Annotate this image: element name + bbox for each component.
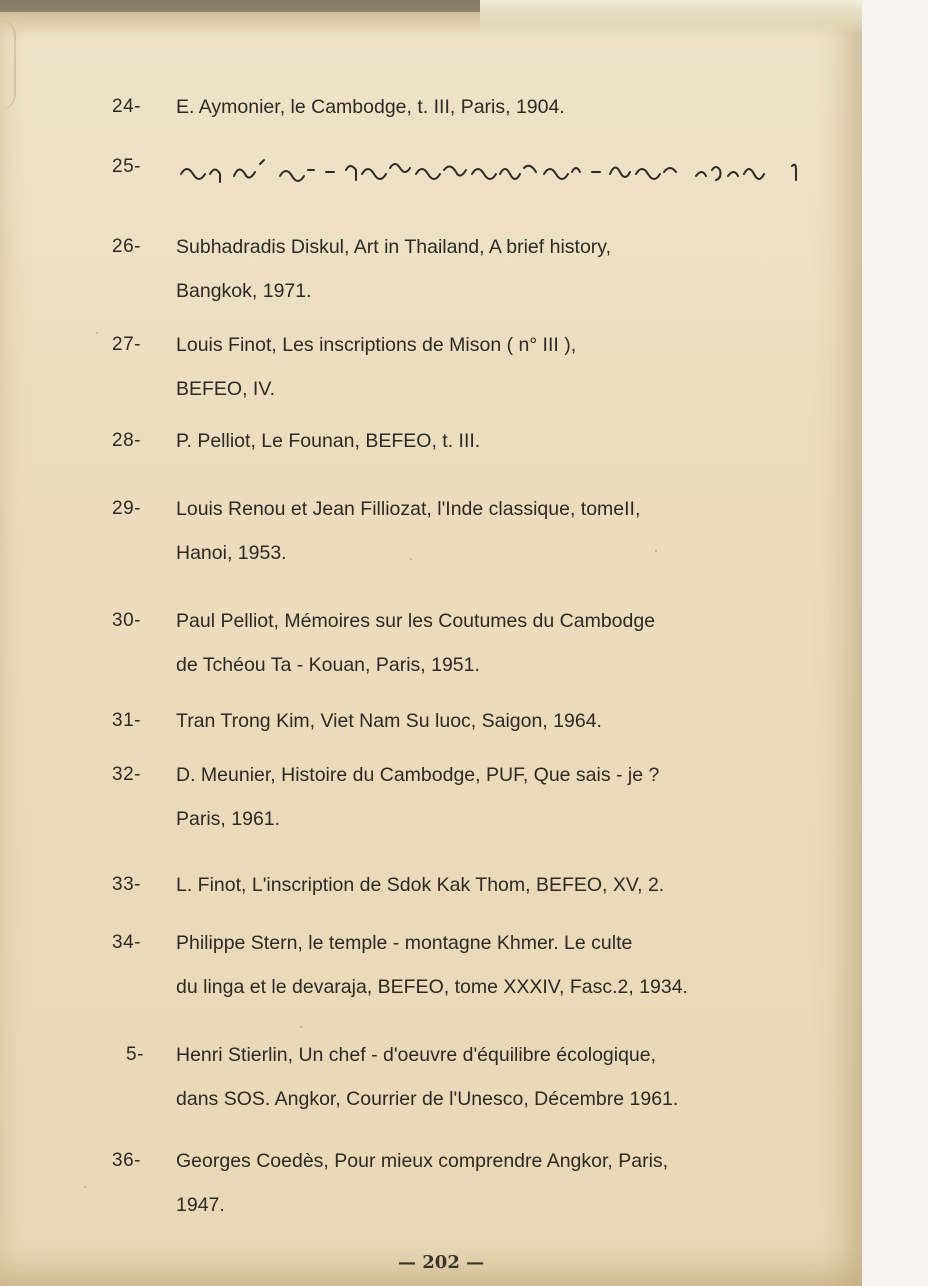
- paper-speck: [655, 550, 657, 552]
- entry-number: 30-: [112, 610, 141, 631]
- entry-text-line: dans SOS. Angkor, Courrier de l'Unesco, Décembre 1961.: [176, 1088, 679, 1110]
- entry-number: 34-: [112, 932, 141, 953]
- entry-number: 29-: [112, 498, 141, 519]
- entry-text-line: Tran Trong Kim, Viet Nam Su luoc, Saigon, 1964.: [176, 710, 602, 732]
- entry-text-line: de Tchéou Ta - Kouan, Paris, 1951.: [176, 654, 480, 676]
- entry-number: 32-: [112, 764, 141, 785]
- entry-number: 25-: [112, 156, 141, 177]
- entry-number: 5-: [126, 1044, 144, 1065]
- entry-text-line: E. Aymonier, le Cambodge, t. III, Paris, 1904.: [176, 96, 565, 118]
- entry-number: 28-: [112, 430, 141, 451]
- entry-text-line: Bangkok, 1971.: [176, 280, 312, 302]
- entry-text-line: BEFEO, IV.: [176, 378, 275, 400]
- entry-number: 31-: [112, 710, 141, 731]
- entry-text-line: P. Pelliot, Le Founan, BEFEO, t. III.: [176, 430, 481, 452]
- entry-text-line: Subhadradis Diskul, Art in Thailand, A brief history,: [176, 236, 612, 258]
- khmer-script-reference: [176, 156, 806, 188]
- entry-text-line: Louis Renou et Jean Filliozat, l'Inde classique, tomeII,: [176, 498, 641, 520]
- paper-speck: [84, 1186, 86, 1188]
- page-top-edge: [0, 0, 862, 38]
- entry-text-line: Georges Coedès, Pour mieux comprendre Angkor, Paris,: [176, 1150, 669, 1172]
- page-number: — 202 —: [398, 1252, 485, 1273]
- scan-margin: [862, 0, 928, 1286]
- paper-speck: [300, 1026, 302, 1028]
- entry-text-line: Henri Stierlin, Un chef - d'oeuvre d'équilibre écologique,: [176, 1044, 657, 1066]
- entry-text-line: Hanoi, 1953.: [176, 542, 287, 564]
- paper-speck: [410, 558, 412, 560]
- entry-number: 36-: [112, 1150, 141, 1171]
- entry-text-line: Louis Finot, Les inscriptions de Mison ( n° III ),: [176, 334, 577, 356]
- entry-text-line: D. Meunier, Histoire du Cambodge, PUF, Que sais - je ?: [176, 764, 660, 786]
- entry-text-line: Philippe Stern, le temple - montagne Khmer. Le culte: [176, 932, 633, 954]
- entry-text-line: 1947.: [176, 1194, 225, 1216]
- entry-text-line: Paul Pelliot, Mémoires sur les Coutumes du Cambodge: [176, 610, 656, 632]
- entry-number: 24-: [112, 96, 141, 117]
- entry-text-line: Paris, 1961.: [176, 808, 281, 830]
- entry-number: 27-: [112, 334, 141, 355]
- entry-number: 26-: [112, 236, 141, 257]
- page-torn-edge: [0, 20, 16, 110]
- entry-number: 33-: [112, 874, 141, 895]
- entry-text-line: du linga et le devaraja, BEFEO, tome XXXIV, Fasc.2, 1934.: [176, 976, 688, 998]
- entry-text-line: L. Finot, L'inscription de Sdok Kak Thom, BEFEO, XV, 2.: [176, 874, 665, 896]
- paper-speck: [96, 332, 98, 334]
